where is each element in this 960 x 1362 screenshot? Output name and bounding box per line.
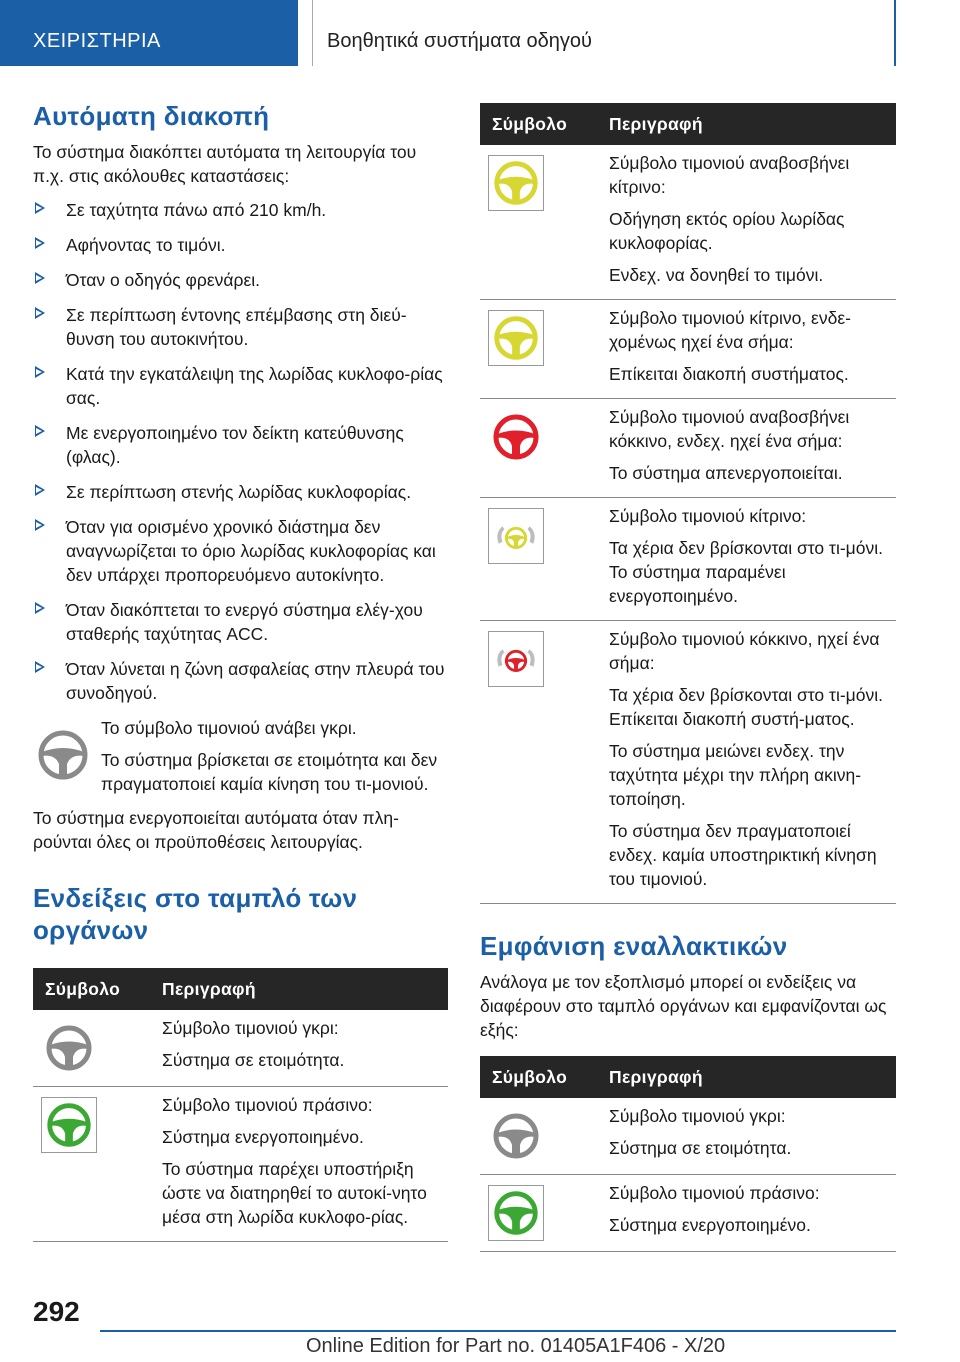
alternative-table	[480, 1056, 896, 1252]
ready-state-line2: Το σύστημα βρίσκεται σε ετοιμότητα και δεν πραγματοποιεί καμία κίνηση του τι-μονιού.	[101, 750, 438, 794]
page-number: 292	[33, 1296, 80, 1327]
indicators-table	[33, 968, 448, 1242]
list-item: Όταν διακόπτεται το ενεργό σύστημα ελέγ-χου σταθερής ταχύτητας ACC.	[33, 598, 448, 646]
table-row: Σύμβολο τιμονιού κόκκινο, ηχεί ένα σήμα: Τα χέρια δεν βρίσκονται στο τι-μόνι. Επίκειται διακοπή συστή-ματος. Το σύστημα μειώνει ενδεχ. την ταχύτητα μέχρι την πλήρη ακινη-τοποίηση. Το σύστημα δεν πραγματοποιεί ενδεχ. καμία υποστηρικτική κίνηση του τιμονιού.	[480, 621, 896, 904]
table-row: Σύμβολο τιμονιού πράσινο: Σύστημα ενεργοποιημένο.	[480, 1175, 896, 1252]
list-item: Σε ταχύτητα πάνω από 210 km/h.	[33, 198, 448, 222]
bullet-triangle-icon	[35, 602, 45, 614]
table-row: Σύμβολο τιμονιού κίτρινο, ενδε-χομένως ηχεί ένα σήμα: Επίκειται διακοπή συστήματος.	[480, 300, 896, 399]
page-header	[0, 0, 960, 66]
steering-wheel-yellow-icon	[488, 310, 544, 366]
symbol-column-header: Σύμβολο	[33, 968, 151, 1010]
list-item: Όταν για ορισμένο χρονικό διάστημα δεν αναγνωρίζεται το όριο λωρίδας κυκλοφορίας και δεν υπάρχει προπορευόμενο αυτοκίνητο.	[33, 515, 448, 587]
alternative-display-heading: Εμφάνιση εναλλακτικών	[480, 931, 788, 961]
bullet-triangle-icon	[35, 366, 45, 378]
description-column-header: Περιγραφή	[151, 968, 448, 1010]
left-column	[33, 100, 448, 1242]
indicators-table-continued	[480, 103, 896, 904]
bullet-triangle-icon	[35, 202, 45, 214]
ready-state-note	[33, 716, 448, 796]
bullet-triangle-icon	[35, 237, 45, 249]
symbol-column-header: Σύμβολο	[480, 103, 598, 145]
ready-state-line1: Το σύμβολο τιμονιού ανάβει γκρι.	[101, 718, 357, 738]
table-header	[33, 968, 448, 1010]
table-header	[480, 1056, 896, 1098]
list-item: Όταν λύνεται η ζώνη ασφαλείας στην πλευρά του συνοδηγού.	[33, 657, 448, 705]
bullet-triangle-icon	[35, 307, 45, 319]
bullet-triangle-icon	[35, 519, 45, 531]
section-tab: ΧΕΙΡΙΣΤΗΡΙΑ	[0, 0, 298, 66]
auto-stop-intro: Το σύστημα διακόπτει αυτόματα τη λειτουργία του π.χ. στις ακόλουθες καταστάσεις:	[33, 142, 417, 186]
indicators-heading: Ενδείξεις στο ταμπλό των οργάνων	[33, 883, 358, 945]
bullet-triangle-icon	[35, 425, 45, 437]
bullet-triangle-icon	[35, 661, 45, 673]
alternative-display-intro: Ανάλογα με τον εξοπλισμό μπορεί οι ενδείξεις να διαφέρουν στο ταμπλό οργάνων και εμφανίζονται ως εξής:	[480, 972, 887, 1040]
auto-stop-heading: Αυτόματη διακοπή	[33, 101, 270, 131]
table-row: Σύμβολο τιμονιού κίτρινο: Τα χέρια δεν βρίσκονται στο τι-μόνι. Το σύστημα παραμένει ενεργοποιημένο.	[480, 498, 896, 621]
description-column-header: Περιγραφή	[598, 103, 896, 145]
description-column-header: Περιγραφή	[598, 1056, 896, 1098]
steering-wheel-grey-icon	[488, 1108, 544, 1164]
bullet-triangle-icon	[35, 272, 45, 284]
table-row: Σύμβολο τιμονιού πράσινο: Σύστημα ενεργοποιημένο. Το σύστημα παρέχει υποστήριξη ώστε να διατηρηθεί το αυτοκί-νητο μέσα στη λωρίδα κυκλοφο-ρίας.	[33, 1087, 448, 1242]
footer-divider	[100, 1330, 896, 1332]
steering-wheel-grey-icon	[41, 1020, 97, 1076]
list-item: Σε περίπτωση έντονης επέμβασης στη διεύ-θυνση του αυτοκινήτου.	[33, 303, 448, 351]
chapter-title: Βοηθητικά συστήματα οδηγού	[312, 0, 896, 66]
steering-wheel-green-icon	[488, 1185, 544, 1241]
table-row: Σύμβολο τιμονιού αναβοσβήνει κόκκινο, ενδεχ. ηχεί ένα σήμα: Το σύστημα απενεργοποιείται.	[480, 399, 896, 498]
table-header	[480, 103, 896, 145]
auto-stop-list	[33, 198, 448, 705]
list-item: Αφήνοντας το τιμόνι.	[33, 233, 448, 257]
edition-text: Online Edition for Part no. 01405A1F406 - X/20	[306, 1335, 726, 1357]
list-item: Με ενεργοποιημένο τον δείκτη κατεύθυνσης (φλας).	[33, 421, 448, 469]
steering-wheel-red-icon	[488, 409, 544, 465]
hands-off-yellow-icon	[488, 508, 544, 564]
hands-off-red-icon	[488, 631, 544, 687]
steering-wheel-grey-icon	[33, 728, 93, 782]
steering-wheel-green-icon	[41, 1097, 97, 1153]
list-item: Σε περίπτωση στενής λωρίδας κυκλοφορίας.	[33, 480, 448, 504]
right-column	[480, 103, 896, 1252]
list-item: Όταν ο οδηγός φρενάρει.	[33, 268, 448, 292]
table-row: Σύμβολο τιμονιού αναβοσβήνει κίτρινο: Οδήγηση εκτός ορίου λωρίδας κυκλοφορίας. Ενδεχ. να δονηθεί το τιμόνι.	[480, 145, 896, 300]
bullet-triangle-icon	[35, 484, 45, 496]
symbol-column-header: Σύμβολο	[480, 1056, 598, 1098]
auto-reactivate-text: Το σύστημα ενεργοποιείται αυτόματα όταν πλη-ρούνται όλες οι προϋποθέσεις λειτουργίας.	[33, 808, 399, 852]
list-item: Κατά την εγκατάλειψη της λωρίδας κυκλοφο-ρίας σας.	[33, 362, 448, 410]
table-row: Σύμβολο τιμονιού γκρι: Σύστημα σε ετοιμότητα.	[480, 1098, 896, 1175]
steering-wheel-yellow-icon	[488, 155, 544, 211]
table-row: Σύμβολο τιμονιού γκρι: Σύστημα σε ετοιμότητα.	[33, 1010, 448, 1087]
